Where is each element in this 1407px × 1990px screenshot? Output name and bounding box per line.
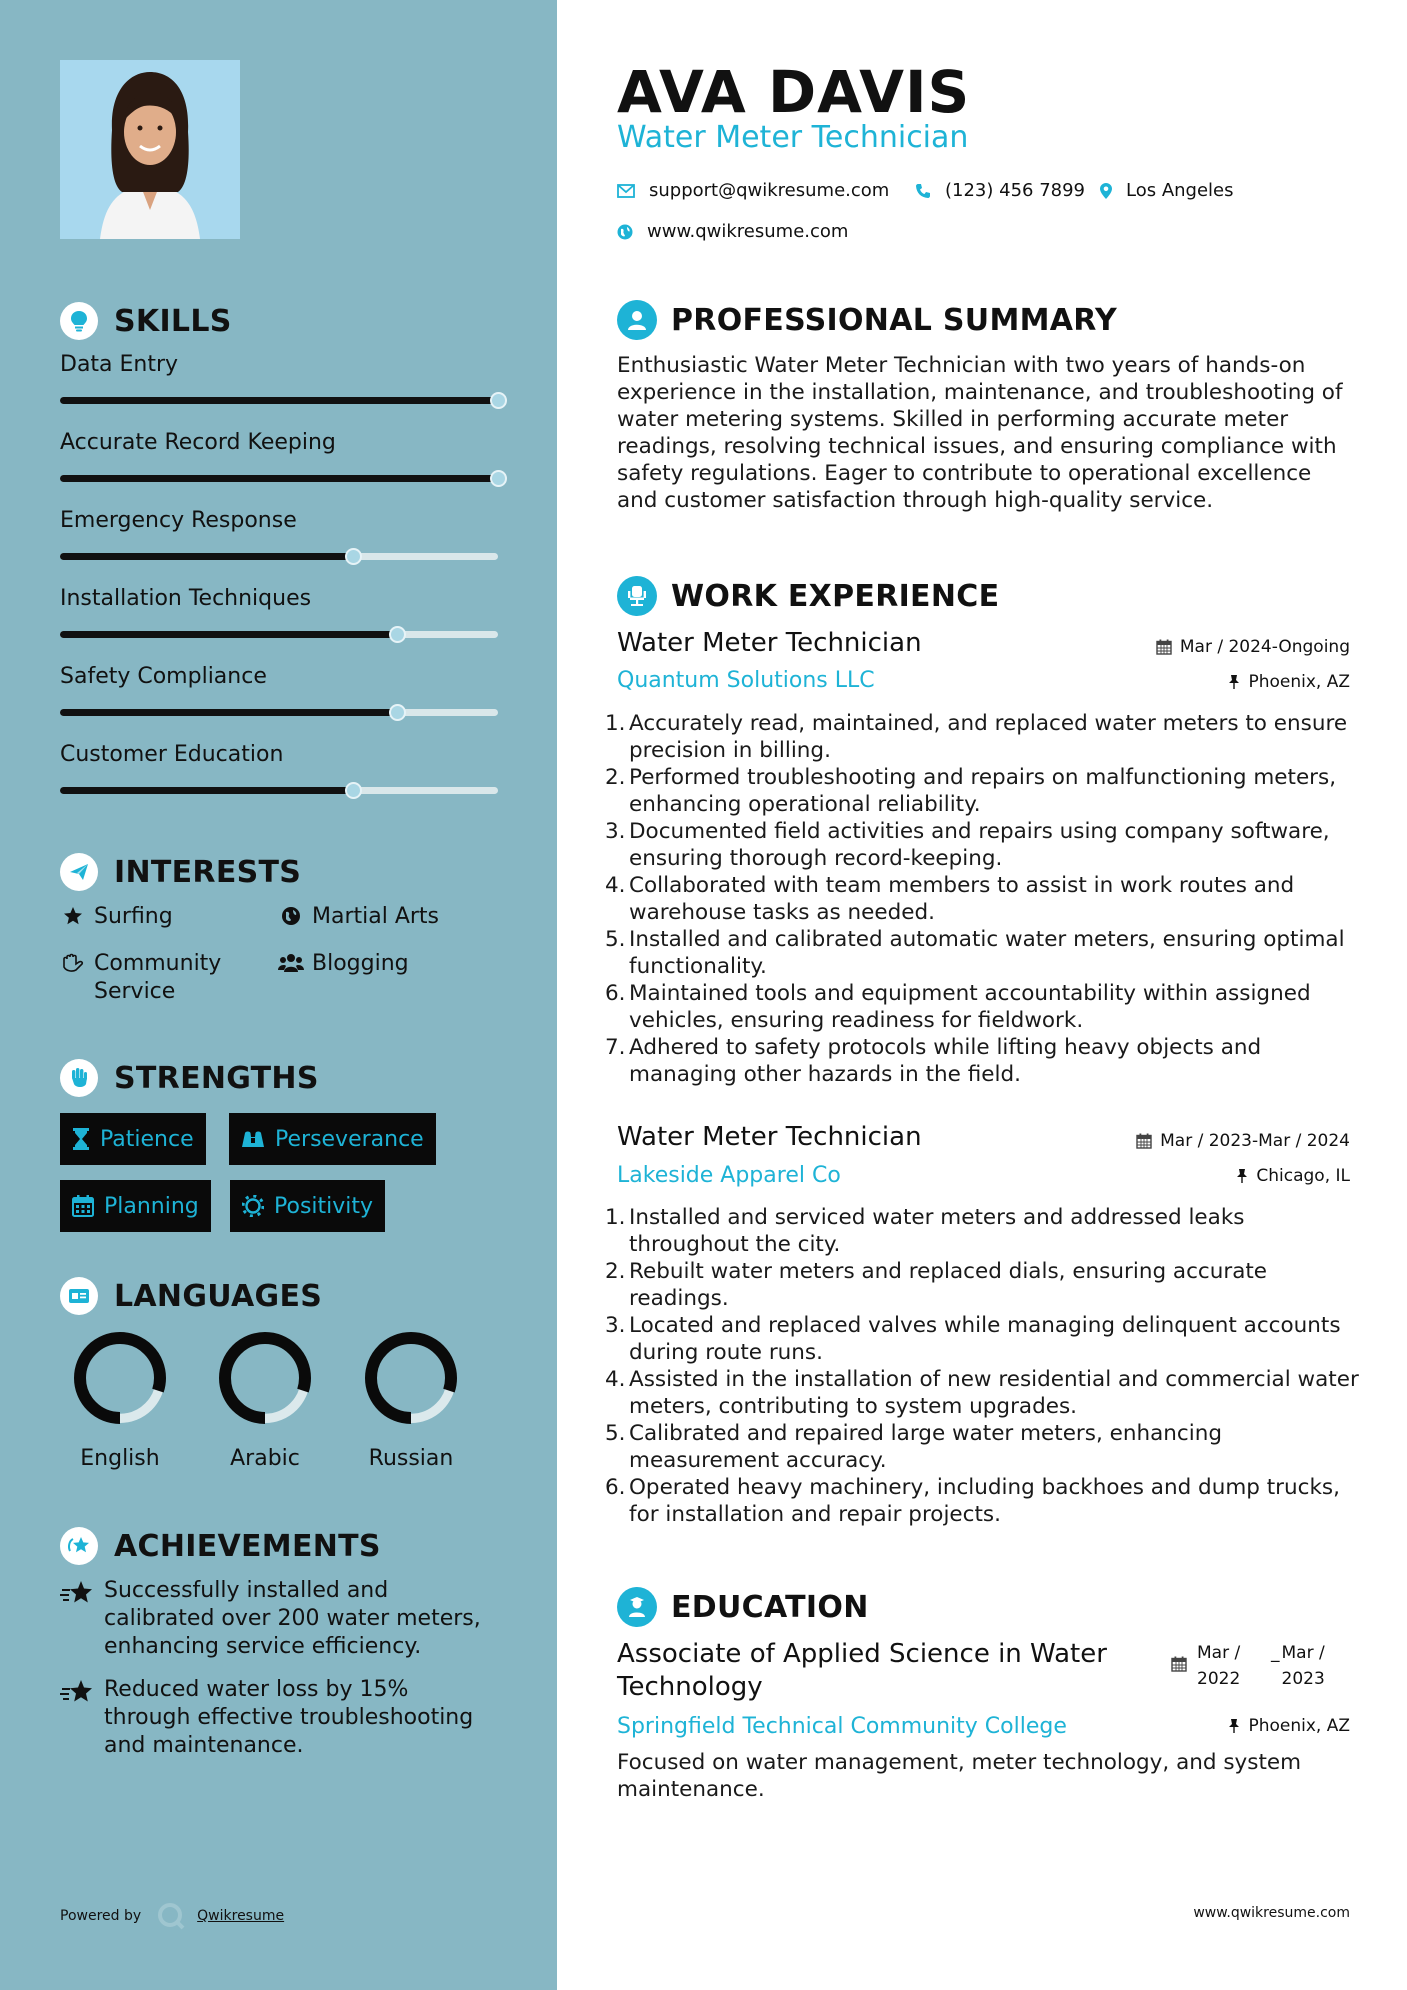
contact-website [617, 221, 848, 242]
list-item-number: 4. [605, 1367, 626, 1392]
strength-badge-planning [60, 1180, 211, 1232]
calendar-icon [1171, 1640, 1187, 1692]
list-item-number: 4. [605, 873, 626, 898]
globe-icon [617, 224, 633, 240]
footer-url[interactable]: www.qwikresume.com [1193, 1905, 1350, 1921]
powered-by-text: Powered by [60, 1908, 142, 1924]
achievement-item [60, 1577, 500, 1661]
skill-bar [60, 709, 498, 716]
experience-title: WORK EXPERIENCE [671, 578, 1000, 614]
language-rings [0, 1320, 557, 1440]
binoculars-icon [241, 1129, 265, 1149]
job-location-text: Phoenix, AZ [1248, 672, 1350, 692]
skill-bar [60, 553, 498, 560]
interest-label: Surfing [94, 904, 173, 929]
user-icon [617, 300, 657, 340]
qwikresume-logo-icon [157, 1902, 185, 1930]
education-start: Mar / 2022 [1197, 1643, 1241, 1689]
skill-bar-knob [490, 392, 507, 409]
pushpin-icon [1236, 1168, 1248, 1184]
strength-label: Planning [104, 1193, 199, 1219]
list-item [605, 1204, 1367, 1258]
list-item-number: 7. [605, 1035, 626, 1060]
education-header [617, 1587, 869, 1627]
languages-title: LANGUAGES [114, 1278, 323, 1314]
skills-title: SKILLS [114, 303, 232, 339]
education-description: Focused on water management, meter technology, and system maintenance. [617, 1750, 1302, 1802]
list-item-number: 1. [605, 1205, 626, 1230]
skill-name: Data Entry [60, 352, 179, 377]
list-item-text: Calibrated and repaired large water meters, enhancing measurement accuracy. [629, 1421, 1222, 1473]
achievement-item [60, 1676, 500, 1760]
list-item-number: 3. [605, 1313, 626, 1338]
strengths-header [60, 1059, 319, 1097]
skill-bar-fill [60, 787, 353, 794]
job-title: Water Meter Technician [617, 628, 922, 658]
list-item-number: 5. [605, 927, 626, 952]
interests-header [60, 853, 301, 891]
skill-bar-fill [60, 631, 397, 638]
education-school: Springfield Technical Community College [617, 1714, 1067, 1739]
skill-bar-fill [60, 709, 397, 716]
list-item [605, 1420, 1367, 1474]
users-icon [278, 950, 304, 973]
skill-bar-knob [345, 782, 362, 799]
list-item [605, 926, 1367, 980]
list-item-text: Installed and serviced water meters and addressed leaks throughout the city. [629, 1205, 1245, 1257]
candidate-name: AVA DAVIS [617, 58, 971, 126]
star-achievement-icon [60, 1577, 96, 1661]
skill-bar [60, 631, 498, 638]
star-icon [60, 903, 86, 926]
education-title: EDUCATION [671, 1589, 869, 1625]
main-content [557, 0, 1407, 1990]
skill-name: Emergency Response [60, 508, 297, 533]
list-item-text: Maintained tools and equipment accountability within assigned vehicles, ensuring readiness for fieldwork. [629, 981, 1311, 1033]
phone-icon [915, 183, 931, 199]
paper-plane-icon [60, 853, 98, 891]
lightbulb-icon [60, 302, 98, 340]
list-item [605, 1474, 1367, 1528]
list-item-number: 6. [605, 1475, 626, 1500]
language-label-russian: Russian [368, 1446, 454, 1471]
job-responsibilities [605, 710, 1367, 1088]
list-item-text: Performed troubleshooting and repairs on malfunctioning meters, enhancing operational reliability. [629, 765, 1337, 817]
qwikresume-link[interactable]: Qwikresume [197, 1908, 285, 1924]
skill-bar-knob [345, 548, 362, 565]
list-item-text: Operated heavy machinery, including backhoes and dump trucks, for installation and repair projects. [629, 1475, 1340, 1527]
skill-name: Customer Education [60, 742, 284, 767]
skills-header [60, 302, 232, 340]
list-item [605, 1366, 1367, 1420]
education-end: Mar / 2023 [1281, 1643, 1325, 1689]
achievements-header [60, 1527, 381, 1565]
job-location [1228, 672, 1350, 692]
skill-bar-fill [60, 397, 498, 404]
job-dates [1156, 637, 1350, 657]
education-location-text: Phoenix, AZ [1248, 1716, 1350, 1736]
list-item [605, 980, 1367, 1034]
contact-website-text[interactable]: www.qwikresume.com [647, 221, 849, 242]
interest-item-community-service [60, 950, 260, 1006]
interest-item-surfing [60, 903, 173, 931]
globe-icon [278, 903, 304, 926]
fist-icon [60, 1059, 98, 1097]
skill-bar-knob [389, 704, 406, 721]
achievement-text: Reduced water loss by 15% through effective troubleshooting and maintenance. [104, 1677, 474, 1758]
list-item-number: 5. [605, 1421, 626, 1446]
achievement-text: Successfully installed and calibrated over 200 water meters, enhancing service efficiency. [104, 1578, 481, 1659]
graduate-icon [617, 1587, 657, 1627]
list-item-text: Located and replaced valves while managing delinquent accounts during route runs. [629, 1313, 1341, 1365]
chair-icon [617, 576, 657, 616]
strength-label: Patience [100, 1126, 194, 1152]
list-item [605, 818, 1367, 872]
summary-text: Enthusiastic Water Meter Technician with two years of hands-on experience in the installation, maintenance, and troubleshooting of water metering systems. Skilled in performing accurate meter readings, resolving technical issues, and ensuring compliance with safety regulations. Eager to contribute to operational excellence and customer satisfaction through high-quality service. [617, 353, 1343, 513]
sidebar [0, 0, 557, 1990]
contact-email [617, 180, 889, 201]
skill-name: Accurate Record Keeping [60, 430, 336, 455]
list-item [605, 1312, 1367, 1366]
hand-icon [60, 950, 86, 973]
pushpin-icon [1228, 1718, 1240, 1734]
list-item [605, 872, 1367, 926]
calendar-icon [1156, 639, 1172, 655]
education-location [1228, 1716, 1350, 1736]
pushpin-icon [1228, 674, 1240, 690]
education-dates [1171, 1640, 1332, 1692]
interest-label: Community Service [94, 951, 222, 1004]
languages-header [60, 1277, 322, 1315]
contact-email-text[interactable]: support@qwikresume.com [649, 180, 890, 201]
list-item [605, 1258, 1367, 1312]
list-item-number: 6. [605, 981, 626, 1006]
list-item-text: Documented field activities and repairs using company software, ensuring thorough record-keeping. [629, 819, 1330, 871]
contact-location-text: Los Angeles [1126, 180, 1234, 201]
education-degree: Associate of Applied Science in Water Technology [617, 1639, 1107, 1702]
job-location-text: Chicago, IL [1256, 1166, 1350, 1186]
strength-badge-perseverance [229, 1113, 436, 1165]
summary-header [617, 300, 1117, 340]
job-company: Quantum Solutions LLC [617, 668, 875, 693]
list-item-text: Assisted in the installation of new residential and commercial water meters, contributing to system upgrades. [629, 1367, 1359, 1419]
interest-item-blogging [278, 950, 409, 978]
job-location [1236, 1166, 1350, 1186]
map-pin-icon [1100, 183, 1112, 199]
list-item [605, 764, 1367, 818]
profile-photo [60, 60, 240, 239]
interest-label: Blogging [312, 951, 409, 976]
interest-item-martial-arts [278, 903, 439, 931]
id-card-icon [60, 1277, 98, 1315]
envelope-icon [617, 184, 635, 198]
powered-by [60, 1902, 284, 1930]
strength-badge-positivity [230, 1180, 385, 1232]
hourglass-icon [72, 1128, 90, 1150]
contact-location [1100, 180, 1234, 201]
contact-phone [915, 180, 1085, 201]
skill-bar-knob [389, 626, 406, 643]
list-item-text: Accurately read, maintained, and replaced water meters to ensure precision in billing. [629, 711, 1348, 763]
interests-title: INTERESTS [114, 854, 302, 890]
skill-bar-knob [490, 470, 507, 487]
list-item [605, 1034, 1367, 1088]
list-item-text: Collaborated with team members to assist in work routes and warehouse tasks as needed. [629, 873, 1295, 925]
experience-header [617, 576, 999, 616]
contact-phone-text[interactable]: (123) 456 7899 [945, 180, 1086, 201]
skill-name: Safety Compliance [60, 664, 267, 689]
list-item-text: Rebuilt water meters and replaced dials, ensuring accurate readings. [629, 1259, 1268, 1311]
language-label-arabic: Arabic [230, 1446, 300, 1471]
job-dates-text: Mar / 2023-Mar / 2024 [1160, 1131, 1350, 1151]
job-company: Lakeside Apparel Co [617, 1163, 841, 1188]
skill-bar [60, 475, 498, 482]
summary-title: PROFESSIONAL SUMMARY [671, 302, 1118, 338]
date-separator: _ [1271, 1643, 1280, 1663]
calendar-icon [1136, 1133, 1152, 1149]
calendar-icon [72, 1195, 94, 1217]
star-badge-icon [60, 1527, 98, 1565]
list-item-number: 1. [605, 711, 626, 736]
list-item-number: 2. [605, 1259, 626, 1284]
interest-label: Martial Arts [312, 904, 440, 929]
list-item-number: 3. [605, 819, 626, 844]
skill-bar [60, 397, 498, 404]
candidate-role: Water Meter Technician [617, 120, 969, 155]
strengths-title: STRENGTHS [114, 1060, 319, 1096]
achievements-title: ACHIEVEMENTS [114, 1528, 381, 1564]
strength-badge-patience [60, 1113, 206, 1165]
star-achievement-icon [60, 1676, 96, 1760]
list-item [605, 710, 1367, 764]
list-item-number: 2. [605, 765, 626, 790]
gear-icon [242, 1195, 264, 1217]
job-dates [1136, 1131, 1350, 1151]
skill-name: Installation Techniques [60, 586, 312, 611]
skill-bar-fill [60, 553, 353, 560]
strength-label: Perseverance [275, 1126, 424, 1152]
job-dates-text: Mar / 2024-Ongoing [1179, 637, 1350, 657]
job-title: Water Meter Technician [617, 1122, 922, 1152]
list-item-text: Installed and calibrated automatic water meters, ensuring optimal functionality. [629, 927, 1345, 979]
skill-bar-fill [60, 475, 498, 482]
language-label-english: English [80, 1446, 160, 1471]
job-responsibilities [605, 1204, 1367, 1528]
skill-bar [60, 787, 498, 794]
strength-label: Positivity [274, 1193, 374, 1219]
list-item-text: Adhered to safety protocols while lifting heavy objects and managing other hazards in the field. [629, 1035, 1262, 1087]
